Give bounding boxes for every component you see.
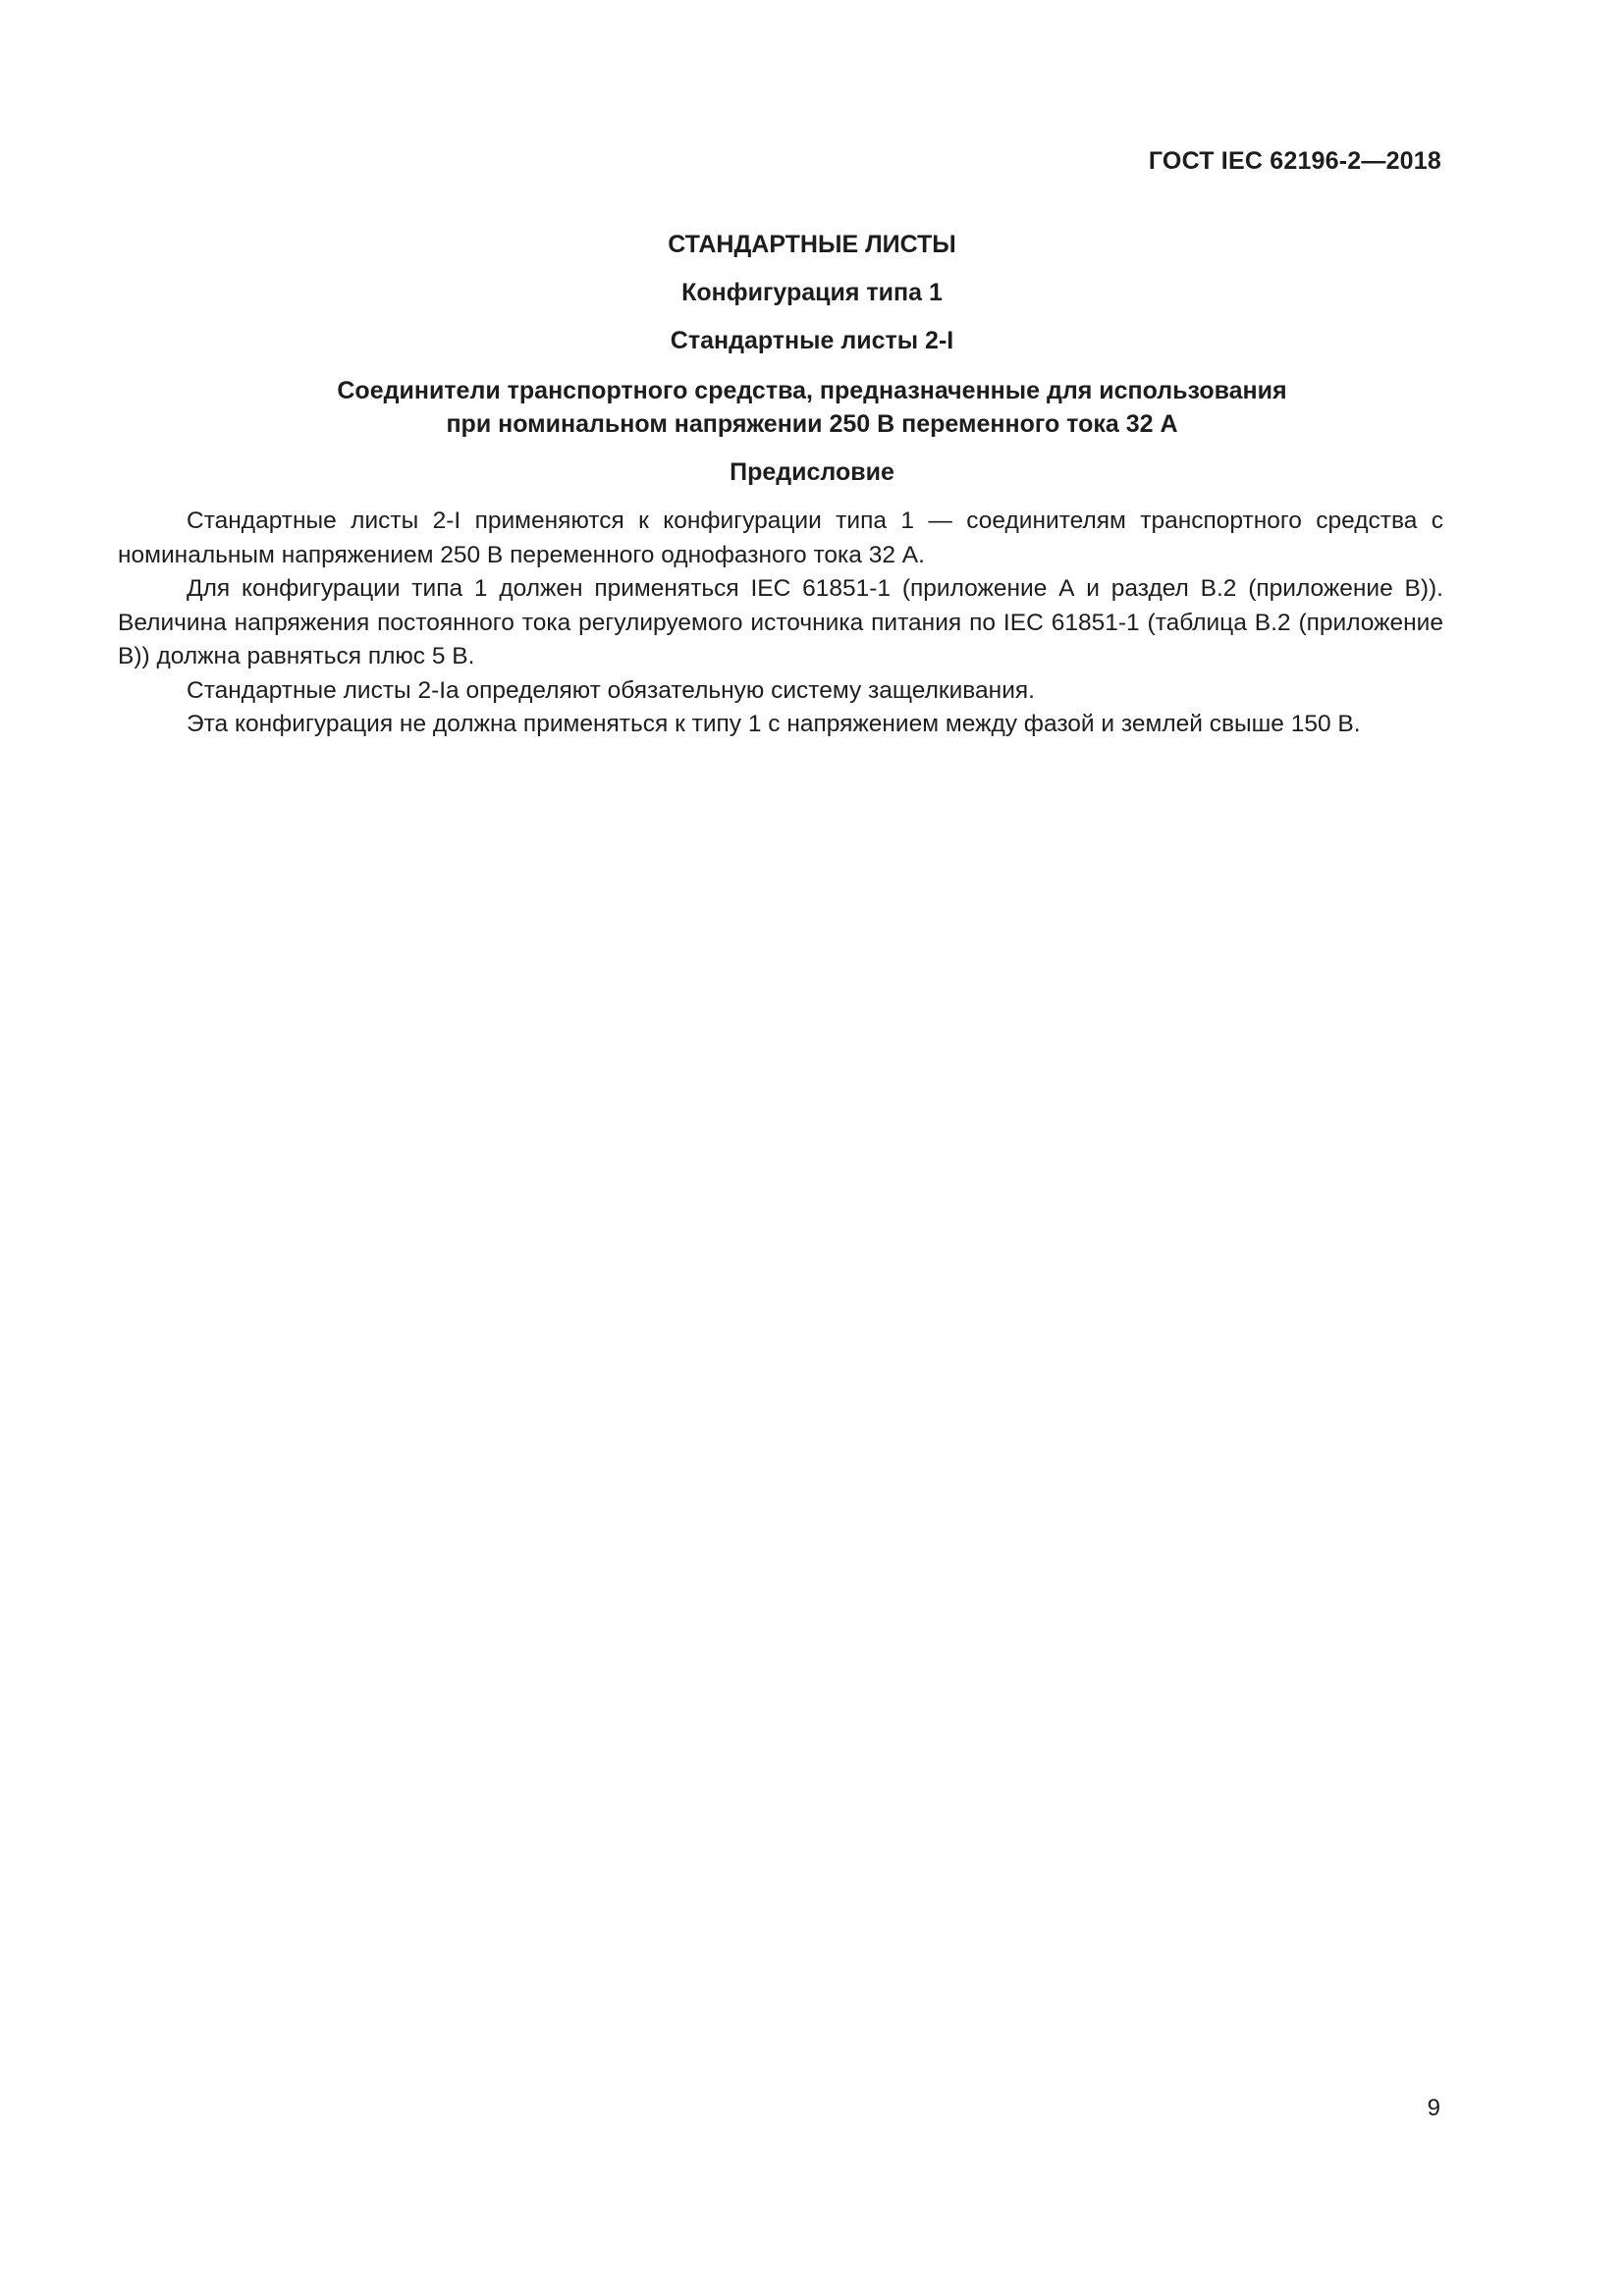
sheets-title: Стандартные листы 2-I (670, 327, 954, 354)
section-title: СТАНДАРТНЫЕ ЛИСТЫ (668, 231, 956, 258)
paragraph: Для конфигурации типа 1 должен применяться IEC 61851-1 (приложение А и раздел В.2 (приложение В)). Величина напряжения постоянного тока регулируемого источника питания по IEC 61851-1 (таблица В.2 (приложение В)) должна равняться плюс 5 В. (118, 575, 1443, 669)
paragraph: Стандартные листы 2-I применяются к конфигурации типа 1 — соединителям транспортного средства с номинальным напряжением 250 В переменного однофазного тока 32 А. (118, 507, 1443, 568)
preface-heading: Предисловие (730, 458, 894, 486)
document-title-line-2: при номинальном напряжении 250 В переменного тока 32 А (446, 410, 1178, 438)
paragraph: Стандартные листы 2-Ia определяют обязательную систему защелкивания. (187, 676, 1035, 704)
preface-body (118, 505, 1443, 742)
document-id: ГОСТ IEC 62196-2—2018 (1148, 147, 1441, 175)
configuration-title: Конфигурация типа 1 (681, 279, 943, 306)
paragraph: Эта конфигурация не должна применяться к типу 1 с напряжением между фазой и землей свыше 150 В. (187, 711, 1361, 737)
document-title-line-1: Соединители транспортного средства, предназначенные для использования (337, 377, 1287, 404)
page-number: 9 (1427, 2095, 1440, 2121)
